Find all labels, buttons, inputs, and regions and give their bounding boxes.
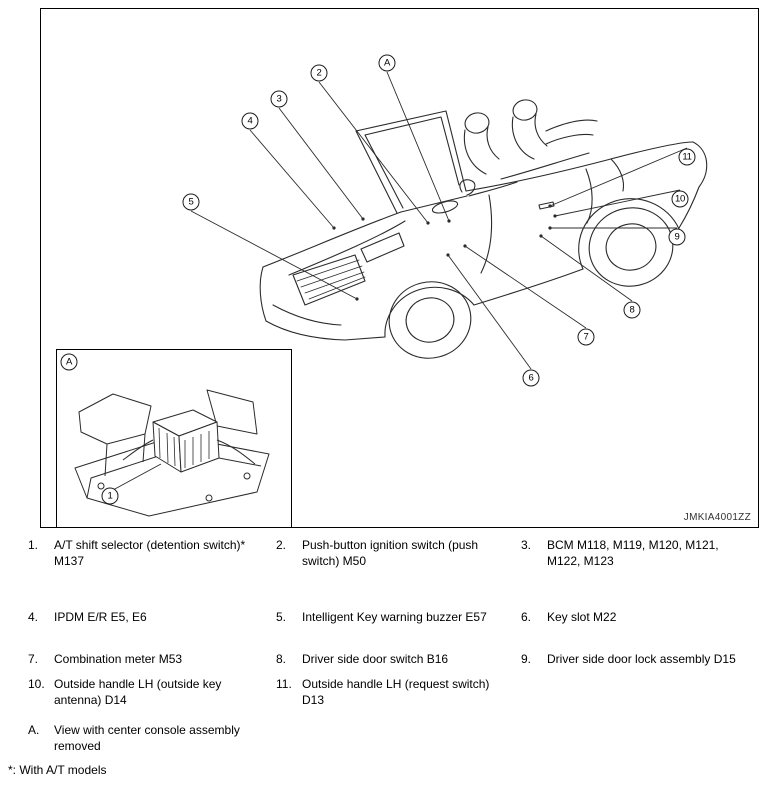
legend-item-number: 3. bbox=[521, 538, 532, 552]
legend-item-10 bbox=[28, 677, 276, 709]
callout-7: 7 bbox=[578, 329, 595, 346]
callout-1: 1 bbox=[102, 488, 119, 505]
legend-item-number: 4. bbox=[28, 609, 39, 624]
console-detail-illustration bbox=[57, 350, 291, 527]
legend-item-8 bbox=[276, 652, 521, 668]
callout-9: 9 bbox=[669, 229, 686, 246]
legend-item-4 bbox=[28, 610, 276, 626]
callout-3: 3 bbox=[271, 91, 288, 108]
legend-item-7 bbox=[28, 652, 276, 668]
legend-item-text: Driver side door lock assembly D15 bbox=[547, 652, 736, 667]
figure-id: JMKIA4001ZZ bbox=[683, 512, 751, 523]
legend bbox=[28, 538, 761, 755]
legend-item-text: Outside handle LH (outside key antenna) D14 bbox=[54, 677, 222, 708]
legend-item-empty bbox=[521, 677, 761, 709]
legend-item-number: 2. bbox=[276, 538, 287, 552]
legend-item-text: Outside handle LH (request switch) D13 bbox=[302, 677, 490, 708]
legend-item-text: Push-button ignition switch (push switch) M50 bbox=[302, 538, 479, 568]
callout-8: 8 bbox=[624, 302, 641, 319]
legend-item-3 bbox=[521, 538, 761, 570]
callout-10: 10 bbox=[672, 191, 689, 208]
legend-row bbox=[28, 652, 761, 668]
legend-item-number: 9. bbox=[521, 652, 532, 667]
legend-item-text: Key slot M22 bbox=[547, 609, 617, 624]
legend-item-number: 11. bbox=[276, 677, 292, 692]
legend-item-A bbox=[28, 723, 276, 755]
footnote: *: With A/T models bbox=[8, 763, 107, 777]
callout-2: 2 bbox=[311, 65, 328, 82]
callout-4: 4 bbox=[242, 113, 259, 130]
legend-item-text: A/T shift selector (detention switch)* M137 bbox=[54, 538, 246, 568]
legend-item-text: Driver side door switch B16 bbox=[302, 652, 449, 667]
legend-item-number: 10. bbox=[28, 677, 45, 692]
legend-item-number: A. bbox=[28, 722, 40, 737]
legend-item-number: 7. bbox=[28, 652, 39, 667]
legend-row bbox=[28, 610, 761, 626]
legend-item-empty bbox=[276, 723, 521, 755]
legend-row bbox=[28, 677, 761, 709]
legend-item-9 bbox=[521, 652, 761, 668]
legend-item-number: 1. bbox=[28, 538, 39, 552]
legend-item-6 bbox=[521, 610, 761, 626]
callout-6: 6 bbox=[523, 370, 540, 387]
callout-A: A bbox=[379, 55, 396, 72]
legend-item-text: BCM M118, M119, M120, M121, M122, M123 bbox=[547, 538, 719, 568]
callout-inset-A: A bbox=[61, 354, 78, 371]
inset-detail-view bbox=[56, 349, 292, 528]
legend-item-text: Combination meter M53 bbox=[54, 652, 183, 667]
legend-item-text: IPDM E/R E5, E6 bbox=[54, 609, 147, 624]
callout-5: 5 bbox=[183, 194, 200, 211]
legend-row bbox=[28, 723, 761, 755]
legend-item-number: 5. bbox=[276, 609, 287, 624]
callout-11: 11 bbox=[679, 149, 696, 166]
legend-item-5 bbox=[276, 610, 521, 626]
component-location-diagram bbox=[40, 8, 759, 528]
legend-item-text: View with center console assembly removed bbox=[54, 722, 240, 753]
legend-item-2 bbox=[276, 538, 521, 570]
legend-item-text: Intelligent Key warning buzzer E57 bbox=[302, 609, 487, 624]
legend-item-empty bbox=[521, 723, 761, 755]
legend-item-number: 8. bbox=[276, 652, 287, 667]
legend-row bbox=[28, 538, 761, 570]
legend-item-number: 6. bbox=[521, 609, 532, 624]
legend-item-1 bbox=[28, 538, 276, 570]
legend-item-11 bbox=[276, 677, 521, 709]
